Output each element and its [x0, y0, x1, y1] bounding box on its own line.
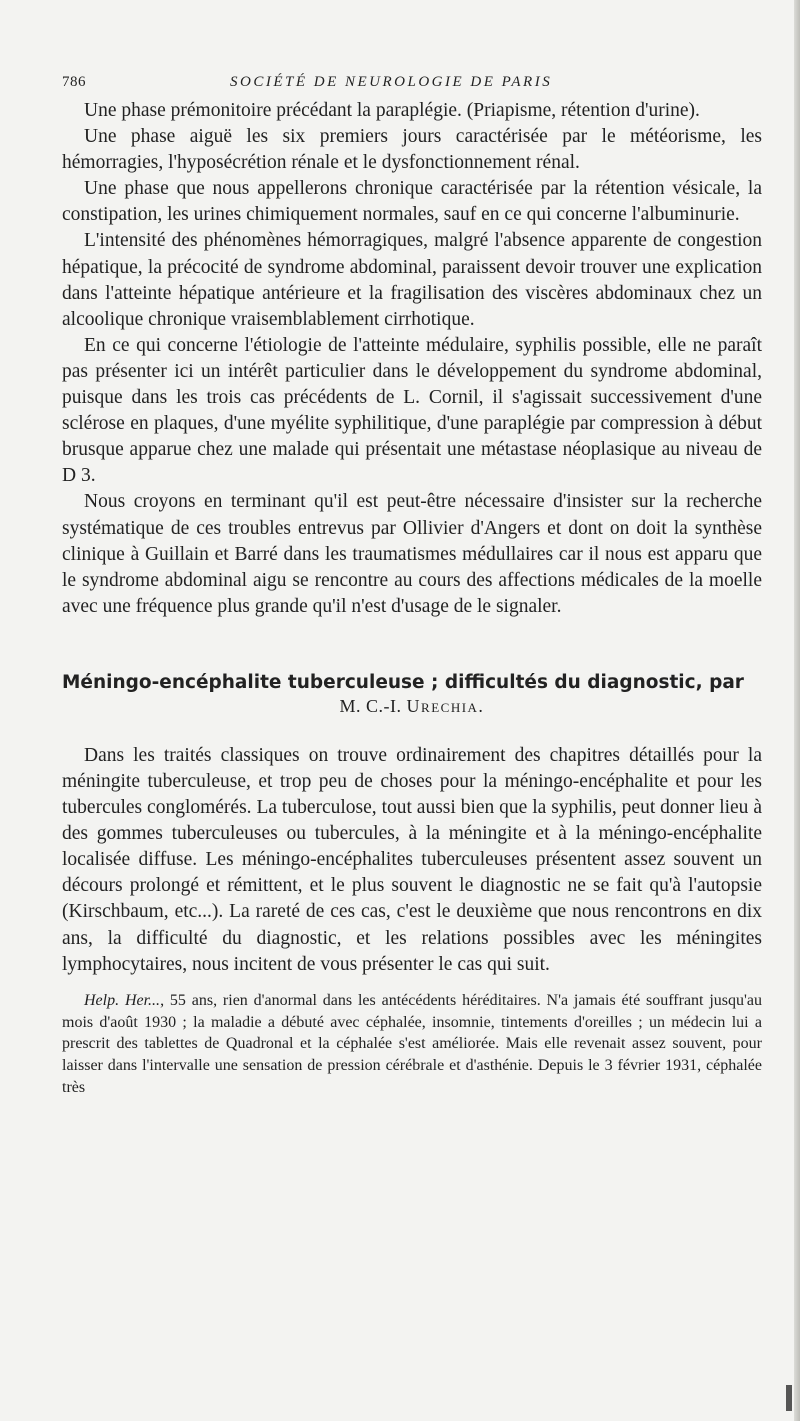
page-header: [62, 60, 762, 98]
body-paragraph: Une phase que nous appellerons chronique caractérisée par la rétention vésicale, la constipation, les urines chimiquement normales, sauf en ce qui concerne l'albuminurie.: [62, 178, 762, 226]
corner-mark: [786, 1385, 792, 1411]
page: [62, 60, 762, 1115]
case-text: , 55 ans, rien d'anormal dans les antécédents héréditaires. N'a jamais été souffrant jusqu'au mois d'août 1930 ; la maladie a débuté avec céphalée, insomnie, tintements d'oreilles ; un médecin lui a prescrit des tablettes de Quadronal et la céphalée s'est améliorée. Mais elle revenait assez souvent, pour laisser dans l'intervalle une sensation de pression cérébrale et d'asthénie. Depuis le 3 février 1931, céphalée très: [62, 991, 762, 1096]
body-paragraph: Nous croyons en terminant qu'il est peut-être nécessaire d'insister sur la recherche systématique de ces troubles entrevus par Ollivier d'Angers et dont on doit la synthèse clinique à Guillain et Barré dans les traumatismes médullaires car il nous est apparu que le syndrome abdominal aigu se rencontre au cours des affections médicales de la moelle avec une fréquence plus grande qu'il n'est d'usage de le signaler.: [62, 491, 762, 617]
case-patient: Help. Her...: [84, 991, 161, 1009]
author-name: Urechia.: [406, 695, 485, 716]
section-title: Méningo-encéphalite tuberculeuse ; difficultés du diagnostic, par: [62, 671, 744, 693]
page-edge-shadow: [794, 0, 800, 1421]
running-title: SOCIÉTÉ DE NEUROLOGIE DE PARIS: [230, 74, 553, 90]
body-paragraph: Une phase aiguë les six premiers jours caractérisée par le météorisme, les hémorragies, l'hyposécrétion rénale et le dysfonctionnement rénal.: [62, 126, 762, 174]
section-author: [62, 696, 762, 717]
body-paragraph: En ce qui concerne l'étiologie de l'atteinte médulaire, syphilis possible, elle ne paraît pas présenter ici un intérêt particulier dans le développement du syndrome abdominal, puisque dans les trois cas précédents de L. Cornil, il s'agissait successivement d'une sclérose en plaques, d'une myélite syphilitique, d'une paraplégie par compression à début brusque apparue chez une malade qui présentait une métastase néoplasique au niveau de D 3.: [62, 334, 762, 487]
body-paragraph: Une phase prémonitoire précédant la paraplégie. (Priapisme, rétention d'urine).: [84, 100, 700, 121]
page-number: 786: [62, 74, 86, 90]
case-report: [62, 990, 762, 1099]
body-paragraph: L'intensité des phénomènes hémorragiques, malgré l'absence apparente de congestion hépatique, la précocité de syndrome abdominal, paraissent devoir trouver une explication dans l'atteinte hépatique antérieure et la fragilisation des viscères abdominaux chez un alcoolique chronique vraisemblablement cirrhotique.: [62, 230, 762, 330]
section-paragraph: Dans les traités classiques on trouve ordinairement des chapitres détaillés pour la méningite tuberculeuse, et trop peu de choses pour la méningo-encéphalite et pour les tubercules conglomérés. La tuberculose, tout aussi bien que la syphilis, peut donner lieu à des gommes tuberculeuses ou tubercules, à la méningite et à la méningo-encéphalite localisée diffuse. Les méningo-encéphalites tuberculeuses présentent assez souvent un décours prolongé et rémittent, et le plus souvent le diagnostic ne se fait qu'à l'autopsie (Kirschbaum, etc...). La rareté de ces cas, c'est le deuxième que nous rencontrons en dix ans, la difficulté du diagnostic, et les relations possibles avec les méningites lymphocytaires, nous incitent de vous présenter le cas qui suit.: [62, 744, 762, 975]
author-prefix: M. C.-I.: [339, 695, 407, 716]
